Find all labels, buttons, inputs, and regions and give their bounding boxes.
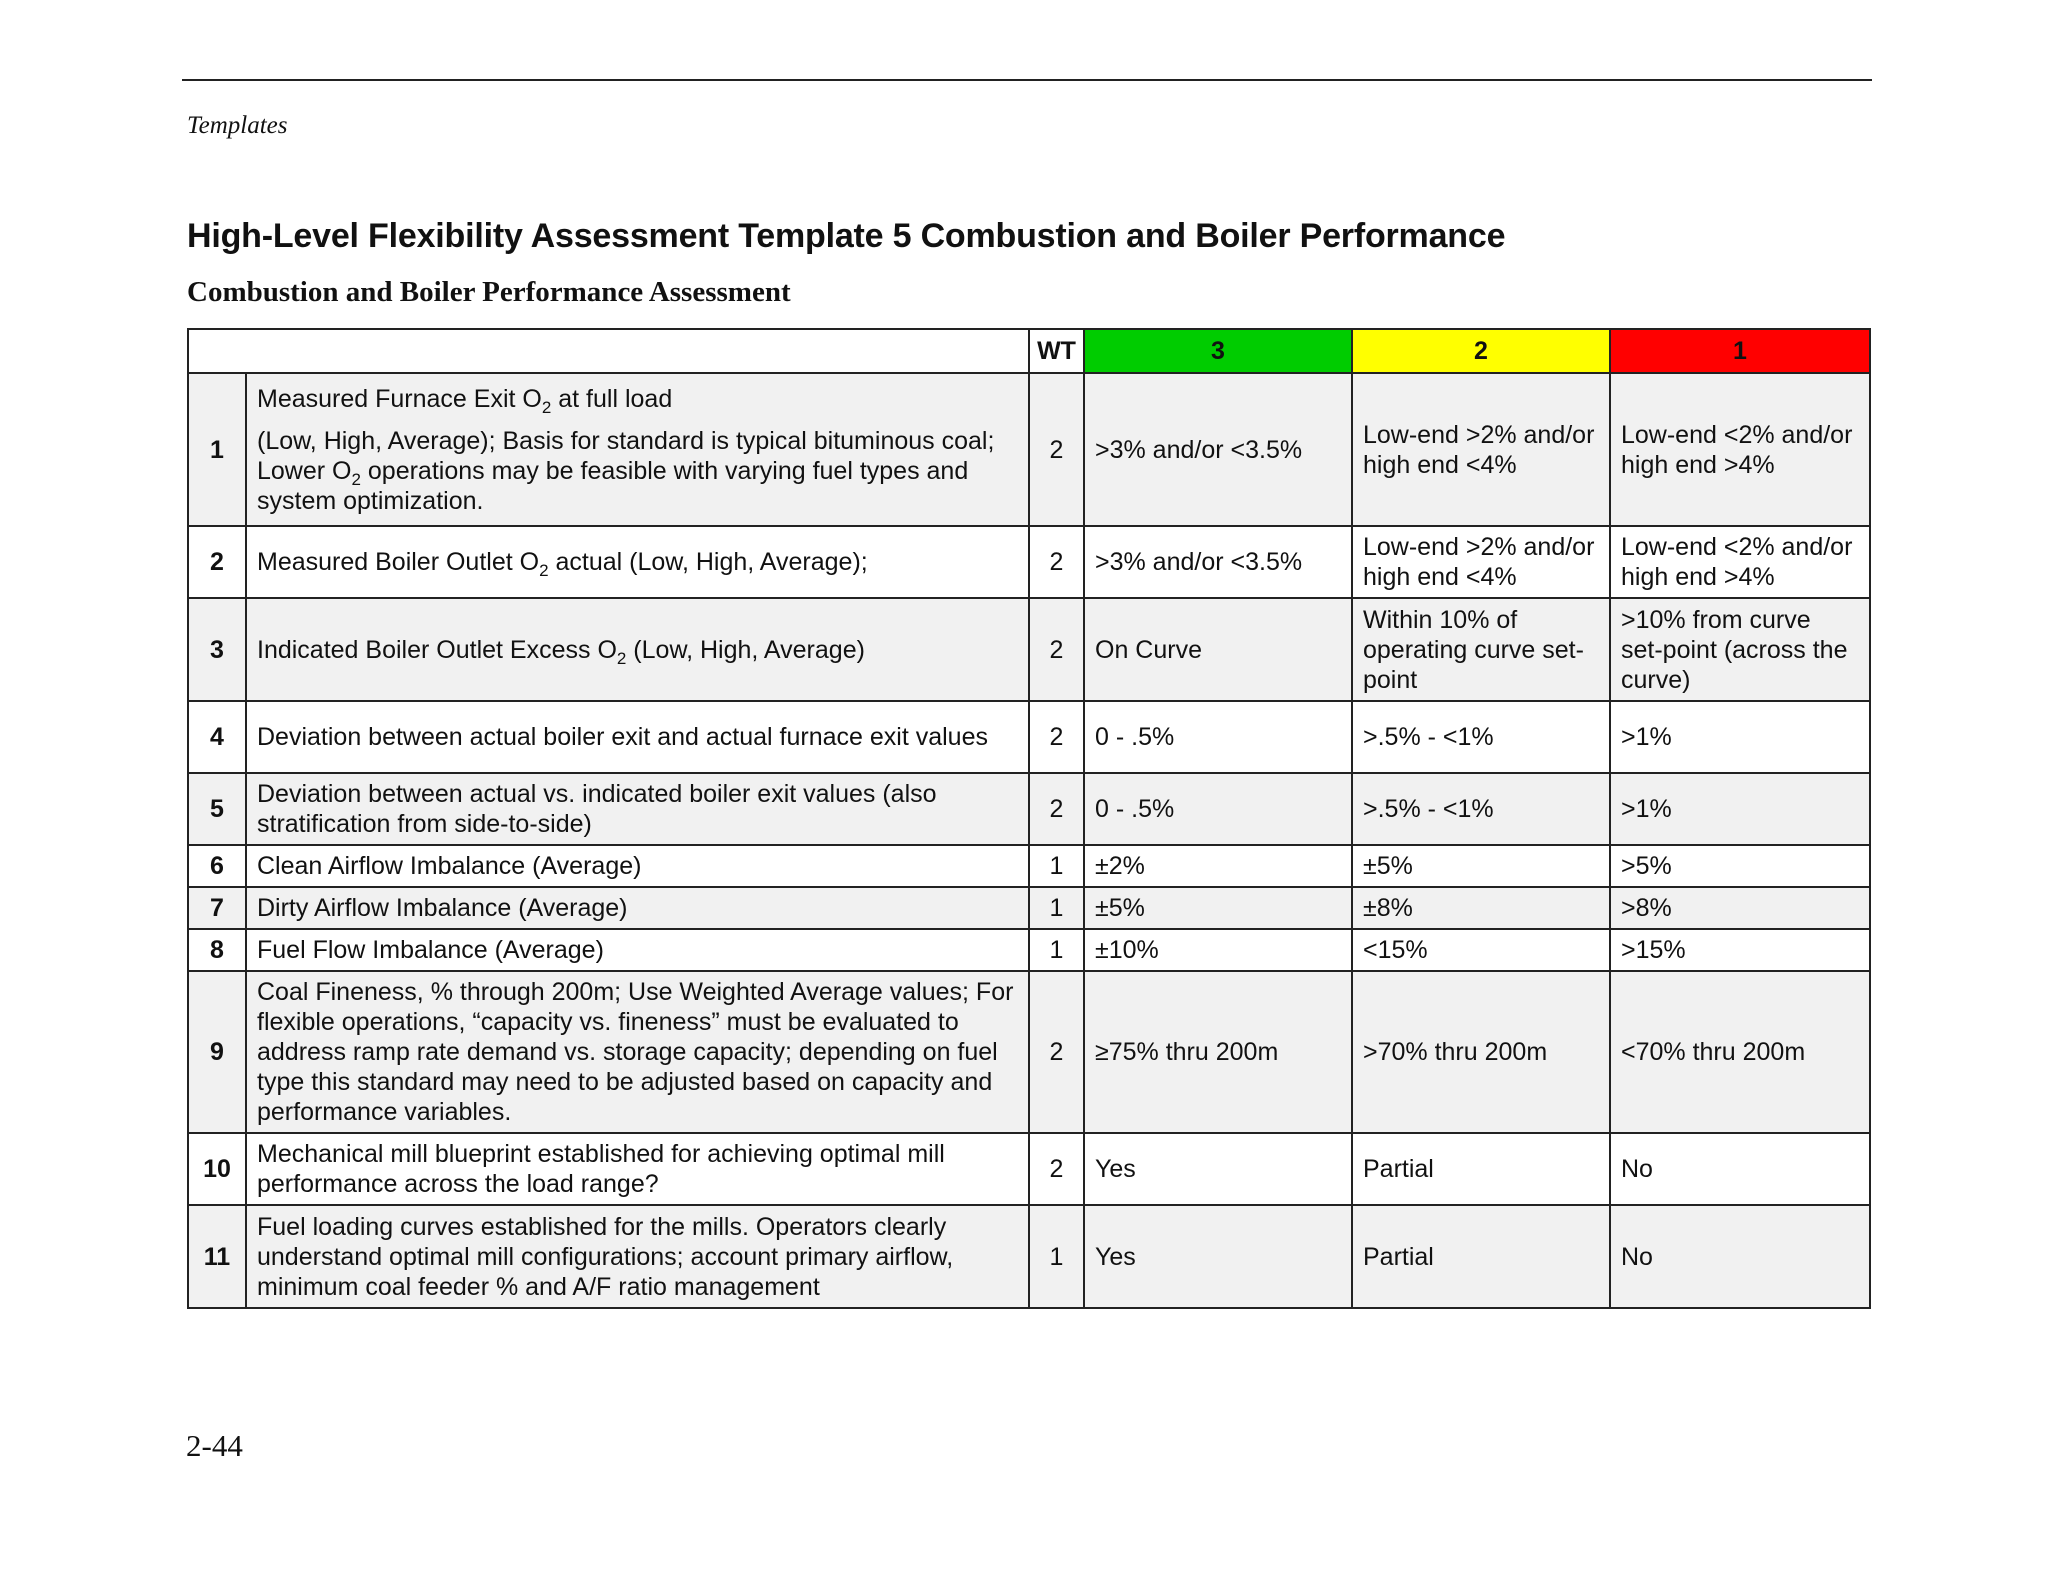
row-weight: 2 [1029, 526, 1084, 598]
row-score-2: ±5% [1352, 845, 1610, 887]
row-score-1: >1% [1610, 701, 1870, 773]
table-row [188, 1133, 1870, 1205]
row-criterion: Mechanical mill blueprint established for achieving optimal mill performance across the load range? [246, 1133, 1029, 1205]
row-criterion: Deviation between actual boiler exit and actual furnace exit values [246, 701, 1029, 773]
table-row [188, 971, 1870, 1133]
row-score-3: 0 - .5% [1084, 773, 1352, 845]
row-score-2: ±8% [1352, 887, 1610, 929]
row-number: 6 [188, 845, 246, 887]
section-title: Combustion and Boiler Performance Assessment [187, 276, 791, 308]
row-criterion [246, 373, 1029, 526]
row-score-1: No [1610, 1133, 1870, 1205]
row-score-2: >.5% - <1% [1352, 773, 1610, 845]
table-row [188, 526, 1870, 598]
header-blank-cell [188, 329, 1029, 373]
header-score-2: 2 [1352, 329, 1610, 373]
row-score-2: Partial [1352, 1205, 1610, 1308]
row-score-3: >3% and/or <3.5% [1084, 373, 1352, 526]
table-row [188, 845, 1870, 887]
table-row [188, 929, 1870, 971]
row-number: 1 [188, 373, 246, 526]
row-score-2: >70% thru 200m [1352, 971, 1610, 1133]
row-score-3: Yes [1084, 1205, 1352, 1308]
row-score-3: ±10% [1084, 929, 1352, 971]
row-score-1: Low-end <2% and/or high end >4% [1610, 526, 1870, 598]
row-number: 4 [188, 701, 246, 773]
row-criterion: Coal Fineness, % through 200m; Use Weighted Average values; For flexible operations, “capacity vs. fineness” must be evaluated to address ramp rate demand vs. storage capacity; depending on fuel type this standard may need to be adjusted based on capacity and performance variables. [246, 971, 1029, 1133]
row-score-3: 0 - .5% [1084, 701, 1352, 773]
row-number: 5 [188, 773, 246, 845]
row-number: 10 [188, 1133, 246, 1205]
row-score-1: No [1610, 1205, 1870, 1308]
page-title: High-Level Flexibility Assessment Template 5 Combustion and Boiler Performance [187, 217, 1506, 255]
assessment-table [187, 328, 1871, 1309]
row-criterion: Measured Boiler Outlet $O_2$ actual (Low, High, Average); [246, 526, 1029, 598]
row-score-1: Low-end <2% and/or high end >4% [1610, 373, 1870, 526]
row-score-3: ±2% [1084, 845, 1352, 887]
header-score-1: 1 [1610, 329, 1870, 373]
row-weight: 2 [1029, 1133, 1084, 1205]
row-score-1: >8% [1610, 887, 1870, 929]
row-score-1: >5% [1610, 845, 1870, 887]
header-score-3: 3 [1084, 329, 1352, 373]
row-score-2: <15% [1352, 929, 1610, 971]
row-score-2: Low-end >2% and/or high end <4% [1352, 373, 1610, 526]
row-number: 3 [188, 598, 246, 701]
row-weight: 2 [1029, 598, 1084, 701]
row-score-1: >10% from curve set-point (across the curve) [1610, 598, 1870, 701]
row-score-3: On Curve [1084, 598, 1352, 701]
row-weight: 1 [1029, 1205, 1084, 1308]
row-criterion: Dirty Airflow Imbalance (Average) [246, 887, 1029, 929]
row-criterion: Deviation between actual vs. indicated boiler exit values (also stratification from side-to-side) [246, 773, 1029, 845]
table-row [188, 701, 1870, 773]
header-rule [182, 79, 1872, 81]
row-weight: 2 [1029, 701, 1084, 773]
row-criterion: Clean Airflow Imbalance (Average) [246, 845, 1029, 887]
row-criterion: Indicated Boiler Outlet Excess $O_2$ (Low, High, Average) [246, 598, 1029, 701]
page-number: 2-44 [186, 1428, 243, 1463]
row-score-3: ≥75% thru 200m [1084, 971, 1352, 1133]
table-row [188, 1205, 1870, 1308]
row-criterion: Fuel Flow Imbalance (Average) [246, 929, 1029, 971]
row-score-2: Low-end >2% and/or high end <4% [1352, 526, 1610, 598]
row-score-2: >.5% - <1% [1352, 701, 1610, 773]
row-score-1: <70% thru 200m [1610, 971, 1870, 1133]
row-weight: 1 [1029, 887, 1084, 929]
running-head: Templates [187, 112, 288, 139]
row-weight: 2 [1029, 773, 1084, 845]
row-score-3: >3% and/or <3.5% [1084, 526, 1352, 598]
row-score-1: >15% [1610, 929, 1870, 971]
row-score-3: Yes [1084, 1133, 1352, 1205]
criterion-paragraph: (Low, High, Average); Basis for standard is typical bituminous coal; Lower $O_2$ operations may be feasible with varying fuel types and system optimization. [257, 426, 995, 515]
row-weight: 1 [1029, 929, 1084, 971]
row-score-1: >1% [1610, 773, 1870, 845]
row-weight: 1 [1029, 845, 1084, 887]
row-number: 2 [188, 526, 246, 598]
row-number: 11 [188, 1205, 246, 1308]
table-header-row [188, 329, 1870, 373]
row-score-2: Within 10% of operating curve set-point [1352, 598, 1610, 701]
row-weight: 2 [1029, 373, 1084, 526]
table-row [188, 598, 1870, 701]
row-number: 8 [188, 929, 246, 971]
table-row [188, 887, 1870, 929]
table-row [188, 773, 1870, 845]
header-wt: WT [1029, 329, 1084, 373]
table-row [188, 373, 1870, 526]
row-score-2: Partial [1352, 1133, 1610, 1205]
row-number: 9 [188, 971, 246, 1133]
row-score-3: ±5% [1084, 887, 1352, 929]
criterion-paragraph: Measured Furnace Exit $O_2$ at full load [257, 384, 673, 417]
row-criterion: Fuel loading curves established for the mills. Operators clearly understand optimal mill configurations; account primary airflow, minimum coal feeder % and A/F ratio management [246, 1205, 1029, 1308]
row-weight: 2 [1029, 971, 1084, 1133]
row-number: 7 [188, 887, 246, 929]
